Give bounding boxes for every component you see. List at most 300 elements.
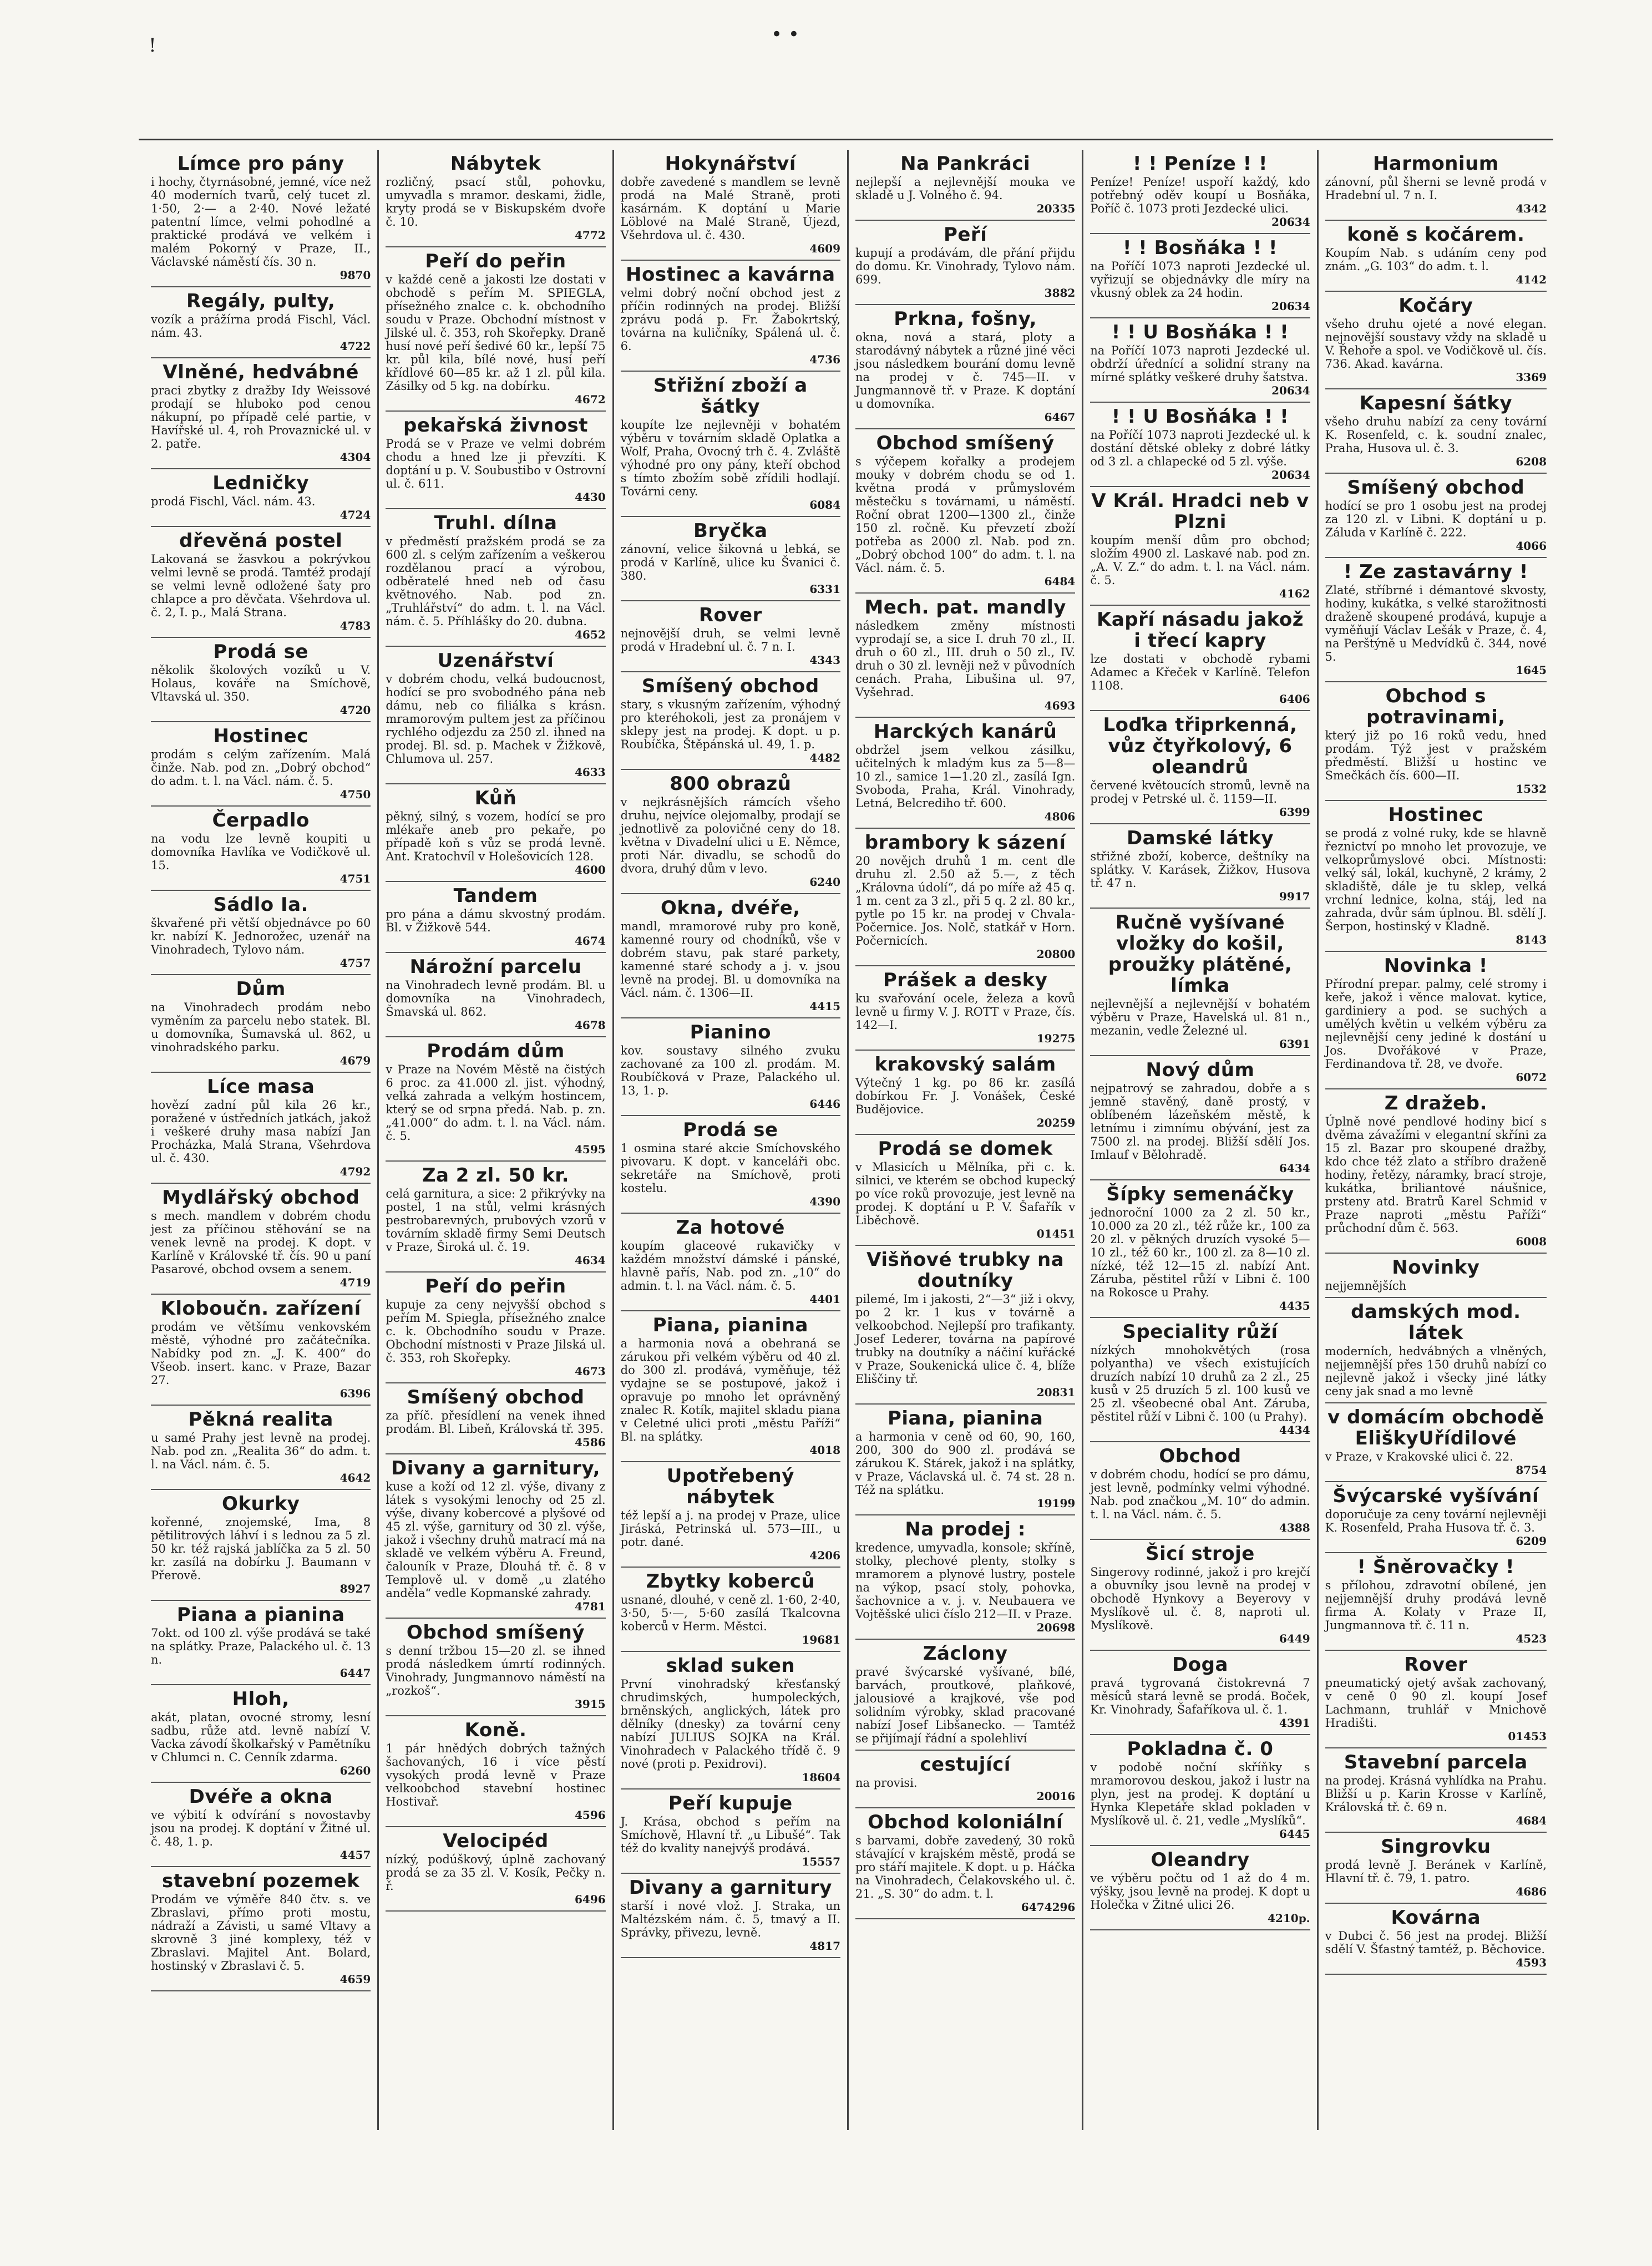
classified-ad (386, 247, 605, 412)
ad-text: v každé ceně a jakosti lze dostati v obchodě s peřím M. SPIEGLA, přísežného znalce c. k. obchodního soudu v Praze. Obchodní místnost v Jilské ul. č. 353, roh Skořepky. Draně husí nové peří šedivé 60 kr., lepší 75 kr. půl kila, bílé nové, husí peří křídlové 60—85 kr. až 1 zl. půl kila. Zásilky od 5 kg. na dobírku. (386, 273, 606, 393)
ad-text: v předměstí pražském prodá se za 600 zl. s celým zařízením a veškerou rozdělanou prací a výrobou, odběratelé hned neb od času květnového. Nab. pod zn. „Truhlářství“ do adm. t. l. na Václ. nám. č. 5. Příhlášky do 20. dubna. (386, 535, 606, 628)
classified-ad (1325, 1089, 1547, 1254)
ad-text: červené květoucích stromů, levně na prodej v Petrské ul. č. 1159—II. (1090, 779, 1310, 805)
ad-title: Koně. (464, 1719, 527, 1741)
classified-ad (1325, 1254, 1547, 1298)
classified-ad (621, 1214, 840, 1311)
ad-title: Oleandry (1151, 1849, 1250, 1871)
ad-title: Upotřebený nábytek (666, 1465, 794, 1508)
ad-text: následkem změny místnosti vyprodají se, a sice I. druh 70 zl., II. druh o 60 zl., III. druh o 50 zl., IV. druh o 30 zl. levněji než v původních cenách. Praha, Libušina ul. 97, Vyšehrad. (855, 619, 1076, 699)
ad-text: pneumatický ojetý avšak zachovaný, v ceně 0 90 zl. koupí Josef Lachmann, truhlář v Mnichově Hradišti. (1325, 1676, 1547, 1730)
classified-ad (386, 150, 605, 247)
ad-text: 1 osmina staré akcie Smíchovského pivovaru. K dopt. v kanceláři obc. sekretáře na Smíchově, proti kostelu. (620, 1142, 840, 1195)
ad-code: 4792 (339, 1165, 371, 1178)
ad-code: 19199 (1036, 1497, 1076, 1510)
ad-title: Truhl. dílna (434, 512, 558, 534)
ad-text: 1 pár hnědých dobrých tažných šachovaných, 16 i více pěstí vysokých prodá levně v Praze velkoobchod stavební hostinec Hostivař. (386, 1742, 606, 1808)
ad-title: Hokynářství (665, 153, 796, 175)
column-1 (144, 150, 379, 2130)
classified-ad (151, 1783, 371, 1867)
ad-title: Hostinec (1388, 804, 1484, 826)
ad-code: 4783 (339, 619, 371, 632)
ad-code: 6446 (809, 1097, 840, 1111)
ad-code: 4772 (574, 229, 606, 242)
ad-title: Divany a garnitury (629, 1877, 832, 1899)
ad-title: Uzenářství (437, 650, 554, 672)
ad-text: Prodám ve výměře 840 čtv. s. ve Zbraslavi, přímo proti mostu, nádraží a Závisti, u samé Vltavy a skrovně 3 jiné komplexy, též v Zbraslavi. Majitel Ant. Bolard, hostinský v Zbraslavi č. 5. (151, 1893, 371, 1973)
ad-code: 6084 (809, 498, 840, 511)
ad-title: Dům (236, 978, 286, 1000)
classified-ad (151, 722, 371, 807)
classified-ad (621, 517, 840, 601)
ad-title: Límce pro pány (177, 153, 344, 175)
ad-text: a harmonia nová a obehraná se zárukou při velkém výběru od 40 zl. do 300 zl. prodává, vyměňuje, též vydajne se se postupové, jakož i opravuje po mnoho let oprávněný znalec R. Kotík, majitel skladu piana v Celetné ulici proti „městu Paříži“ Bl. na splátky. (620, 1337, 840, 1443)
ad-title: Doga (1172, 1654, 1228, 1676)
ad-text: obdržel jsem velkou zásilku, učitelných k mladým kus za 5—8—10 zl., samice 1—1.20 zl., zasílá Ign. Svoboda, Praha, Král. Vinohrady, Letná, Belcrediho tř. 600. (855, 743, 1076, 810)
ad-text: v Mlasicích u Mělníka, při c. k. silnici, ve kterém se obchod kupecký po více roků provozuje, jest levně na prodej. K doptání u P. V. Šafařík v Liběchově. (855, 1160, 1076, 1227)
ad-code: 6467 (1044, 410, 1076, 424)
ad-title: Speciality růží (1122, 1321, 1278, 1343)
ad-text: velmi dobrý noční obchod jest z příčin rodinných na prodej. Bližší zprávu podá p. Fr. Žabokrtský, továrna na kuličníky, Spálená ul. č. 6. (620, 286, 840, 353)
ad-code: 6260 (339, 1764, 371, 1777)
ad-title: Dvéře a okna (189, 1786, 333, 1808)
ad-text: ve výběru počtu od 1 až do 4 m. výšky, jsou levně na prodej. K dopt u Holečka v Žitné ulici 26. (1090, 1872, 1310, 1912)
classified-ad (151, 469, 371, 527)
ad-text: za příč. přesídlení na venek ihned prodám. Bl. Libeň, Královská tř. 395. (386, 1409, 606, 1436)
ad-title: ! ! U Bosňáka ! ! (1111, 321, 1289, 343)
ad-code: 4343 (809, 653, 840, 667)
ad-text: Singerovy rodinné, jakož i pro krejčí a obuvníky jsou levně na prodej v obchodě Hynkovy a Beyerovy v Myslíkově ul. č. 8, naproti ul. Myslíkově. (1090, 1565, 1310, 1632)
classified-ad (1090, 234, 1310, 318)
ad-code: 6447 (339, 1666, 371, 1680)
classified-ad (855, 1405, 1075, 1515)
ad-title: Za hotové (676, 1216, 785, 1239)
ad-text: s denní tržbou 15—20 zl. se ihned prodá následkem úmrtí rodinných. Vinohrady, Jungmannovo náměstí na „rozkoš“. (386, 1644, 606, 1697)
classified-ad (151, 287, 371, 358)
ad-text: zánovní, velice šikovná u lebká, se prodá v Karlíně, ulice ku Švanici č. 380. (620, 543, 840, 582)
ad-title: Sádlo Ia. (213, 894, 308, 916)
classified-ad (1325, 801, 1547, 952)
ad-text: pravé švýcarské vyšívané, bílé, barvách, proutkové, plaňkové, jalousiové a krajkové, vše pod solidním výrobky, sklad pracované nabízí Josef Libšanecko. — Tamtéž se přijímají řádní a spolehliví (855, 1665, 1076, 1745)
ad-title: Na prodej : (905, 1518, 1026, 1540)
ad-code: 4596 (574, 1808, 606, 1822)
ad-code: 4672 (574, 393, 606, 406)
ad-code: 3882 (1044, 286, 1076, 300)
ad-text: koupím glaceové rukavičky v každém množství dámské i pánské, hlavně pařís, Nab. pod zn. „10“ do admin. t. l. na Václ. nám. č. 5. (620, 1239, 840, 1292)
ad-code: 4342 (1516, 202, 1547, 215)
ad-code: 20831 (1036, 1386, 1076, 1399)
ad-text: v dobrém chodu, hodící se pro dámu, jest levně, podmínky velmi výhodné. Nab. pod značkou „M. 10“ do admin. t. l. na Václ. nám. č. 5. (1090, 1468, 1310, 1521)
classified-ad (1090, 487, 1310, 606)
ad-title: Smíšený obchod (1347, 476, 1525, 499)
ad-code: 4162 (1279, 587, 1310, 600)
ad-text: První vinohradský křesťanský chrudimských, humpoleckých, brněnských, anglických, látek pro dělníky (dnesky) za tovární ceny nabízí JULIUS SOJKA na Král. Vinohradech v Palackého třídě č. 9 nové (proti p. Pexidrovi). (620, 1677, 840, 1771)
ad-text: usnané, dlouhé, v ceně zl. 1·60, 2·40, 3·50, 5·—, 5·60 zasílá Tkalcovna koberců v Herm. Městci. (620, 1593, 840, 1633)
ad-title: Za 2 zl. 50 kr. (422, 1164, 570, 1187)
ad-code: 4781 (574, 1600, 606, 1613)
ad-text: Lakovaná se žasvkou a pokrývkou velmi levně se prodá. Tamtéž prodají se velmi levně odložené šaty pro chlapce a pro děvčata. Všehrdova ul. č. 2, I. p., Malá Strana. (151, 552, 371, 619)
classified-ad (855, 1135, 1075, 1246)
ad-text: na provisi. (855, 1776, 918, 1790)
classified-ad (621, 261, 840, 372)
ad-text: prodá Fischl, Václ. nám. 43. (151, 495, 316, 508)
ad-title: Vlněné, hedvábné (163, 361, 359, 383)
ad-code: 3915 (574, 1697, 606, 1711)
ad-title: damských mod. látek (1351, 1301, 1521, 1344)
ad-title: Loďka třiprkenná, vůz čtyřkolový, 6 oleandrů (1103, 714, 1298, 778)
ad-text: hodící se pro 1 osobu jest na prodej za 120 zl. v Libni. K doptání u p. Záluda v Karlíně č. 222. (1325, 499, 1547, 539)
ad-title: Smíšený obchod (641, 675, 819, 697)
classified-ad (621, 1874, 840, 1958)
classified-ad (855, 305, 1075, 429)
ad-text: střižné zboží, koberce, deštníky na splátky. V. Karásek, Žižkov, Husova tř. 47 n. (1090, 850, 1310, 890)
ad-text: v Dubci č. 56 jest na prodej. Bližší sdělí V. Šťastný tamtéž, p. Běchovice. (1325, 1929, 1547, 1956)
classified-ad (386, 412, 605, 509)
classified-ad (151, 150, 371, 287)
ad-text: který již po 16 roků vedu, hned prodám. Týž jest v pražském předměstí. Bližší u hostinc ve Smečkách čís. 600—II. (1325, 729, 1547, 782)
ad-title: 800 obrazů (670, 773, 792, 795)
ad-code: 20634 (1271, 300, 1310, 313)
ad-text: celá garnitura, a sice: 2 přikrývky na postel, 1 na stůl, velmi krásných pestrobarevných, prubových vzorů v továrním skladě firmy Semi Deutsch v Praze, Široká ul. č. 19. (386, 1187, 606, 1254)
ad-text: doporučuje za ceny tovární nejlevněji K. Rosenfeld, Praha Husova tř. č. 3. (1325, 1508, 1547, 1534)
ad-text: J. Krása, obchod s peřím na Smíchově, Hlavní tř. „u Libušé“. Tak též do kvality nanejvýš prodává. (620, 1815, 840, 1855)
ad-code: 6331 (809, 582, 840, 596)
ad-code: 4673 (574, 1365, 606, 1378)
ad-code: 6240 (809, 875, 840, 889)
ad-title: Novinka ! (1384, 955, 1488, 977)
ad-title: Novinky (1392, 1256, 1480, 1279)
classified-ad (386, 647, 605, 784)
ad-title: Čerpadlo (212, 809, 310, 832)
ad-code: 6008 (1516, 1235, 1547, 1248)
ad-text: s barvami, dobře zavedený, 30 roků stávající v krajském městě, prodá se pro stáří majitele. K dopt. u p. Háčka na Vinohradech, Čelakovského ul. č. 21. „S. 30“ do adm. t. l. (855, 1834, 1076, 1900)
ad-code: 20016 (1036, 1790, 1076, 1803)
ad-title: Peří (943, 224, 987, 246)
classified-ad (151, 527, 371, 638)
ad-text: Úplně nové pendlové hodiny bicí s dvěma závažími v elegantní skříni za 15 zl. Bazar pro skoupené dražby, kdo chce též zlato a stříbro draženě hodiny, řetězy, náramky, brací stroje, kukátka, briliantové náušnice, prsteny atd. Bratrů Karel Schmid v Praze naproti „městu Paříži“ průchodní dům č. 563. (1325, 1115, 1547, 1235)
ad-title: Pěkná realita (188, 1408, 333, 1431)
ad-text: kupuje za ceny nejvyšší obchod s peřím M. Spiegla, přísežného znalce c. k. Obchodního soudu v Praze. Obchodní místnosti v Praze Jilská ul. č. 353, roh Skořepky. (386, 1298, 606, 1365)
ad-title: Prodá se (213, 641, 308, 663)
ad-code: 4430 (574, 490, 606, 504)
ad-text: pěkný, silný, s vozem, hodící se pro mlékaře aneb pro pekaře, po případě koň s vůz se prodá levně. Ant. Kratochvíl v Holešovicích 128. (386, 810, 606, 863)
ad-code: 4719 (339, 1276, 371, 1289)
ad-text: kuse a koží od 12 zl. výše, divany z látek s vysokými lenochy od 25 zl. výše, divany kobercové a plyšové od 45 zl. výše, garnitury od 30 zl. výše, jakož i všechny druhů matrací má na skladě ve velkém výběru A. Freund, čalouník v Praze, Dlouhá tř. č. 8 v Templově ul. v domě „u zlatého anděla“ vedle Kopmanské zahrady. (386, 1480, 606, 1600)
ad-code: 4750 (339, 788, 371, 801)
ad-title: Rover (1404, 1654, 1468, 1676)
classified-ad (855, 966, 1075, 1051)
ad-title: Obchod (1159, 1445, 1241, 1467)
ad-title: Okurky (222, 1493, 300, 1515)
ad-text: na Poříčí 1073 naproti Jezdecké ul. vyřizují se objednávky dle míry na vkusný oblek za 24 hodin. (1090, 260, 1310, 300)
ad-text: okna, nová a stará, ploty a starodávný nábytek a různé jiné věci jsou následkem bourání domu levně na prodej v č. 745—II. v Jungmannově tř. v Praze. K doptání u domovníka. (855, 331, 1076, 410)
ad-text: nízký, podúškový, úplně zachovaný prodá se za 35 zl. V. Kosík, Pečky n. ř. (386, 1853, 606, 1893)
ad-code: 4693 (1044, 699, 1076, 712)
ad-title: Višňové trubky na doutníky (866, 1249, 1065, 1292)
classified-ad (1325, 474, 1547, 558)
ad-title: Šicí stroje (1146, 1543, 1255, 1565)
classified-ad (151, 1406, 371, 1490)
ad-code: 4736 (809, 353, 840, 366)
ad-title: stavební pozemek (161, 1870, 360, 1892)
ad-code: 4678 (574, 1018, 606, 1032)
classified-ad (1325, 389, 1547, 474)
ad-title: Záclony (923, 1643, 1008, 1665)
ad-title: dřevěná postel (179, 530, 343, 552)
classified-ad (151, 975, 371, 1073)
classified-ad (855, 1640, 1075, 1751)
ad-code: 01453 (1508, 1730, 1547, 1743)
classified-ad (621, 1790, 840, 1874)
ad-title: sklad suken (666, 1655, 795, 1677)
ad-title: Pianino (690, 1021, 772, 1043)
ad-title: Obchod smíšený (406, 1621, 585, 1644)
ad-text: v podobě noční skříňky s mramorovou deskou, jakož i lustr na plyn, jest na prodej. K doptání u Hynka Klepetáře sklad pokladen v Myslíkově ul. č. 21, vedle „Myslíků“. (1090, 1761, 1310, 1827)
ad-text: i hochy, čtyrnásobné, jemné, více než 40 moderních tvarů, celý tucet zl. 1·50, 2·— a 2·40. Nové ležaté patentní límce, velmi pohodlné a praktické prodává ve velkém i malém Pokorný v Praze, II., Václavské náměstí čís. 30 n. (151, 175, 371, 268)
ad-text: nízkých mnohokvětých (rosa polyantha) ve všech existujících druzích nabízí 10 druhů za 2 zl., 25 kusů v 25 druzích 5 zl. 100 kusů ve 25 zl. všeobecné obal Ant. Záruba, pěstitel růží v Libni č. 100 (u Prahy). (1090, 1344, 1310, 1423)
ad-text: též lepší a j. na prodej v Praze, ulice Jiráská, Petrinská ul. 573—III., u potr. dané. (620, 1509, 840, 1549)
ad-code: 4523 (1516, 1632, 1547, 1645)
classified-ad (855, 718, 1075, 829)
ad-text: praci zbytky z dražby Idy Weissové prodají se hluboko pod cenou nákupní, po případě celé partie, v Havířské ul. 4, roh Provaznické ul. v 2. patře. (151, 384, 371, 450)
ad-text: s přílohou, zdravotní obílené, jen nejjemnější druhy prodává levně firma A. Kolaty v Praze II, Jungmannova tř. č. 11 n. (1325, 1579, 1547, 1632)
ad-title: Harckých kanárů (873, 721, 1057, 743)
ad-code: 4210p. (1268, 1912, 1310, 1925)
ink-mark-left: ! (149, 34, 156, 57)
classified-ad (151, 1490, 371, 1601)
ad-title: cestující (920, 1753, 1011, 1776)
ad-code: 3369 (1516, 371, 1547, 384)
ad-code: 4595 (574, 1143, 606, 1156)
ad-code: 4609 (809, 242, 840, 255)
ad-title: Střižní zboží a šátky (653, 374, 808, 418)
column-5 (1083, 150, 1318, 2130)
classified-ad (386, 509, 605, 647)
classified-ad (151, 1295, 371, 1406)
ad-title: Nový dům (1146, 1059, 1255, 1081)
ad-title: Stavební parcela (1344, 1751, 1528, 1773)
ad-code: 6445 (1279, 1827, 1310, 1841)
ad-title: ! ! Bosňáka ! ! (1122, 237, 1278, 259)
ad-code: 4018 (809, 1443, 840, 1457)
classified-ad (386, 1716, 605, 1827)
ad-title: Nábytek (450, 153, 541, 175)
classified-ad (855, 829, 1075, 966)
ad-text: pravá tygrovaná čistokrevná 7 měsíců stará levně se prodá. Boček, Kr. Vinohrady, Šafaříkova ul. č. 1. (1090, 1676, 1310, 1716)
ad-code: 4684 (1516, 1814, 1547, 1827)
ad-text: starší i nové vlož. J. Straka, un Maltézském nám. č. 5, tmavý a II. Správky, přivezu, levně. (620, 1899, 840, 1939)
ad-text: moderních, hedvábných a vlněných, nejjemnější přes 150 druhů nabízí co nejlevně jakož i všecky jiné látky ceny jak snad a mo levně (1325, 1345, 1547, 1398)
ad-title: Ledničky (212, 472, 310, 494)
ad-code: 9917 (1279, 890, 1310, 903)
ad-title: Na Pankráci (900, 153, 1031, 175)
ad-text: na Vinohradech prodám nebo vyměním za parcelu nebo statek. Bl. u domovníka, Šumavská ul. 862, u vinohradského parku. (151, 1001, 371, 1054)
ad-code: 4757 (339, 956, 371, 970)
ad-text: pilemé, Im i jakosti, 2“—3“ již i okvy, po 2 kr. 1 kus v továrně a velkoobchod. Nejlepší pro trafikanty. Josef Lederer, továrna na papírové trubky na doutníky a náčiní kuřácké v Praze, Soukenická ulice č. 4, blíže Eliščiny tř. (855, 1292, 1076, 1386)
ad-title: Damské látky (1126, 827, 1274, 849)
ad-text: mandl, mramorové ruby pro koně, kamenné roury od chodníků, vše v dobrém stavu, pak staré parkety, kamenné staré schody a j. v. jsou levně na prodej. Bl. u domovníka na Václ. nám. č. 1306—II. (620, 920, 840, 1000)
ad-text: s mech. mandlem v dobrém chodu jest za příčinou stěhování se na venek levně na prodej. K dopt. v Karlíně v Královské tř. čís. 90 u paní Pasarové, obchod ovsem a senem. (151, 1209, 371, 1276)
classified-ad (151, 358, 371, 469)
classified-ad (1090, 1651, 1310, 1735)
ad-title: Kovárna (1391, 1907, 1481, 1929)
ad-text: akát, platan, ovocné stromy, lesní sadbu, růže atd. levně nabízí V. Vacka závodí školkařský v Pamětníku v Chlumci n. C. Cenník zdarma. (151, 1711, 371, 1764)
ad-code: 20698 (1036, 1621, 1076, 1634)
classified-ad (621, 1568, 840, 1652)
ad-text: 7okt. od 100 zl. výše prodává se také na splátky. Praze, Palackého ul. č. 13 n. (151, 1626, 371, 1666)
ad-code: 8927 (339, 1582, 371, 1595)
ad-text: Výtečný 1 kg. po 86 kr. zasílá dobírkou Fr. J. Vonášek, České Budějovice. (855, 1076, 1076, 1116)
ad-text: několik školových vozíků u V. Holaus, kováře na Smíchově, Vltavská ul. 350. (151, 663, 371, 703)
classified-ad (855, 594, 1075, 718)
ad-title: Líce masa (206, 1076, 315, 1098)
ad-text: v Praze, v Krakovské ulici č. 22. (1325, 1450, 1513, 1463)
ad-code: 4724 (339, 508, 371, 521)
ad-text: pro pána a dámu skvostný prodám. Bl. v Žižkově 544. (386, 908, 606, 934)
ad-text: vozík a prážírna prodá Fischl, Václ. nám. 43. (151, 313, 371, 339)
classified-ad (1325, 1833, 1547, 1904)
ad-text: se prodá z volné ruky, kde se hlavně řeznictví po mnoho let provozuje, ve velkoprůmyslové obci. Místnosti: velký sál, lokál, kuchyně, 2 krámy, 2 skladiště, dále je tu sklep, velká vrchní lednice, kolna, stáj, led na zahrada, dvůr sám úplnou. Bl. sdělí J. Šerpon, hostinský v Kladně. (1325, 827, 1547, 933)
ad-text: Prodá se v Praze ve velmi dobrém chodu a hned lze ji převzíti. K doptání u p. V. Soubustibo v Ostrovní ul. č. 611. (386, 437, 606, 490)
column-3 (614, 150, 849, 2130)
ad-text: dobře zavedené s mandlem se levně prodá na Malé Straně, proti kasárnám. K doptání u Marie Löblové na Malé Straně, Újezd, Všehrdova ul. č. 430. (620, 175, 840, 242)
ad-title: Ručně vyšívané vložky do košil, proužky plátěné, límka (1108, 911, 1293, 997)
ad-text: v Praze na Novém Městě na čistých 6 proc. za 41.000 zl. jist. výhodný, velká zahrada a velkým hostincem, který se od srpna předá. Nab. p. zn. „41.000“ do adm. t. l. na Václ. nám. č. 5. (386, 1063, 606, 1143)
classified-ad (1090, 1735, 1310, 1846)
ad-title: ! ! Peníze ! ! (1132, 153, 1268, 175)
ad-title: V Král. Hradci neb v Plzni (1091, 490, 1309, 533)
classified-ad (386, 953, 605, 1037)
ad-title: Smíšený obchod (407, 1386, 585, 1408)
classified-ad (855, 221, 1075, 305)
classified-ad (1325, 292, 1547, 389)
ad-code: 6474296 (1021, 1900, 1076, 1914)
ad-title: Obchod smíšený (876, 432, 1055, 454)
ad-title: Peří do peřin (425, 250, 566, 272)
ad-text: nejpatrový se zahradou, dobře a s jemně stavěný, daně prostý, v oblíbeném lázeňském městě, k letnímu i zimnímu obývání, jest za 7500 zl. na prodej. Bližší sdělí Jos. Imlauf v Bělohradě. (1090, 1082, 1310, 1162)
ad-title: Kůň (474, 787, 517, 809)
ad-text: hovězí zadní půl kila 26 kr., poražené v ústředních jatkách, jakož i veškeré druhy masa nabízí Jan Procházka, Malá Strana, Všehrdova ul. č. 430. (151, 1098, 371, 1165)
classified-ad (1325, 952, 1547, 1089)
classified-ad (1090, 1318, 1310, 1442)
ad-code: 4633 (574, 766, 606, 779)
ad-title: Šípky semenáčky (1106, 1183, 1294, 1205)
ad-code: 4720 (339, 703, 371, 717)
classified-ad (386, 1162, 605, 1273)
ad-code: 4415 (809, 1000, 840, 1013)
ad-text: prodá levně J. Beránek v Karlíně, Hlavní tř. č. 79, 1. patro. (1325, 1858, 1547, 1885)
ad-code: 20634 (1271, 215, 1310, 229)
ad-code: 4391 (1279, 1716, 1310, 1730)
classified-ad (386, 784, 605, 882)
classified-ad (386, 1037, 605, 1162)
ad-code: 20335 (1036, 202, 1076, 215)
ad-code: 4751 (339, 872, 371, 885)
ad-code: 20800 (1036, 947, 1076, 961)
classified-ad (386, 1273, 605, 1383)
ad-code: 6209 (1516, 1534, 1547, 1548)
classified-ad (1325, 1403, 1547, 1482)
ad-text: prodám ve většímu venkovském městě, výhodné pro začátečníka. Nabídky pod zn. „J. K. 400“ do Všeob. insert. kanc. v Praze, Bazar 27. (151, 1320, 371, 1387)
classified-ad (1090, 909, 1310, 1056)
ad-title: Peří kupuje (668, 1792, 793, 1814)
ink-mark-top: • • (771, 23, 799, 45)
column-4 (849, 150, 1083, 2130)
ad-code: 4304 (339, 450, 371, 464)
ad-text: zánovní, půl šherni se levně prodá v Hradební ul. 7 n. I. (1325, 175, 1547, 202)
classified-ad (386, 1619, 605, 1716)
ad-code: 20634 (1271, 384, 1310, 397)
ad-text: s výčepem kořalky a prodejem mouky v dobrém chodu se od 1. května prodá v průmyslovém městečku s továrnami, u náměstí. Roční obrat 1200—1300 zl., činže 150 zl. ročně. Ku převzetí zboží potřeba as 2000 zl. Nab. pod zn. „Dobrý obchod 100“ do adm. t. l. na Václ. nám. č. 5. (855, 455, 1076, 575)
classified-ad (1090, 711, 1310, 824)
column-6 (1319, 150, 1553, 2130)
classified-ad (1325, 1904, 1547, 1975)
ad-title: Nárožní parcelu (409, 956, 582, 978)
ad-title: Obchod koloniální (868, 1811, 1063, 1833)
ad-title: Piana a pianina (176, 1604, 345, 1626)
classified-ad (1090, 1442, 1310, 1540)
classified-ad (386, 882, 605, 953)
ad-title: Prodám dům (427, 1040, 565, 1062)
classified-ad (855, 1751, 1075, 1808)
ad-text: jednoroční 1000 za 2 zl. 50 kr., 10.000 za 20 zl., též růže kr., 100 za 20 zl. v pěkných druzích vysoké 5—10 zl., též 60 kr., 100 zl. za 8—10 zl. nízké, též 12—15 zl. nabízí Ant. Záruba, pěstitel růží v Libni č. 100 na Rokosce u Prahy. (1090, 1206, 1310, 1299)
classified-ad (151, 1685, 371, 1783)
classified-ad (855, 1515, 1075, 1640)
classified-ad (151, 638, 371, 722)
classified-ad (151, 807, 371, 891)
ad-title: Divany a garnitury, (391, 1457, 601, 1479)
ad-text: všeho druhu nabízí za ceny tovární K. Rosenfeld, c. k. soudní znalec, Praha, Husova ul. č. 3. (1325, 415, 1547, 455)
ad-title: Obchod s potravinami, (1366, 685, 1506, 728)
ad-text: Přírodní prepar. palmy, celé stromy i keře, jakož i věnce malovat. kytice, gardiniery a pod. se suchých a umělých květin u velkém výběru za nejlevnější ceny jediné k dostání u Jos. Dvořákové v Praze, Ferdinandova tř. 28, ve dvoře. (1325, 977, 1547, 1071)
ad-title: Švýcarské vyšívání (1332, 1485, 1539, 1507)
classified-ad (1090, 606, 1310, 711)
ad-code: 1645 (1516, 663, 1547, 677)
ad-code: 8143 (1516, 933, 1547, 946)
ad-text: stary, s vkusným zařízením, výhodný pro kteréhokoli, jest za pronájem v sklepy jest na prodej. K dopt. u p. Roubíčka, Štěpánská ul. 49, 1. p. (620, 698, 840, 751)
ad-text: na vodu lze levně koupiti u domovníka Havlíka ve Vodičkově ul. 15. (151, 832, 371, 872)
ad-code: 4817 (809, 1939, 840, 1953)
ad-code: 6208 (1516, 455, 1547, 468)
classified-ad (151, 1867, 371, 1991)
ad-title: Kloboučn. zařízení (160, 1297, 361, 1320)
classified-ad (1325, 682, 1547, 801)
ad-text: kredence, umyvadla, konsole; skříně, stolky, plechové plenty, stolky s mramorem a plynové lustry, postele na výkop, psací stoly, pohovka, šachovnice a v. j. v. Neubauera ve Vojtěšské ulici číslo 212—II. v Praze. (855, 1541, 1076, 1621)
ad-text: kořenné, znojemské, Ima, 8 pětilitrových láhví i s lednou za 5 zl. 50 kr. též rajská jablíčka za 5 zl. 50 kr. zasílá na dobírku J. Baumann v Přerově. (151, 1515, 371, 1582)
ad-title: pekařská živnost (403, 414, 588, 437)
ad-code: 6396 (339, 1387, 371, 1400)
classified-ad (1325, 1748, 1547, 1833)
classified-ad (621, 372, 840, 517)
classified-ad (1090, 1056, 1310, 1180)
ad-code: 4634 (574, 1254, 606, 1267)
classified-ad (151, 1601, 371, 1685)
classified-ad (621, 1311, 840, 1462)
ad-code: 4659 (339, 1973, 371, 1986)
ad-title: Okna, dvéře, (660, 897, 800, 919)
ad-code: 4066 (1516, 539, 1547, 552)
ad-code: 6434 (1279, 1162, 1310, 1175)
ad-title: Prkna, fošny, (894, 308, 1037, 330)
ad-text: kov. soustavy silného zvuku zachované za 100 zl. prodám. M. Roubíčková v Praze, Palackého ul. 13, 1. p. (620, 1044, 840, 1097)
ad-text: na Vinohradech levně prodám. Bl. u domovníka na Vinohradech, Šmavská ul. 862. (386, 979, 606, 1018)
ad-title: Regály, pulty, (186, 290, 336, 312)
ad-title: Harmonium (1372, 153, 1499, 175)
ad-title: Pokladna č. 0 (1127, 1738, 1274, 1760)
ad-title: Piana, pianina (652, 1314, 809, 1336)
ad-text: nejnovější druh, se velmi levně prodá v Hradební ul. č. 7 n. I. (620, 627, 840, 653)
ad-title: ! Ze zastavárny ! (1343, 561, 1528, 583)
